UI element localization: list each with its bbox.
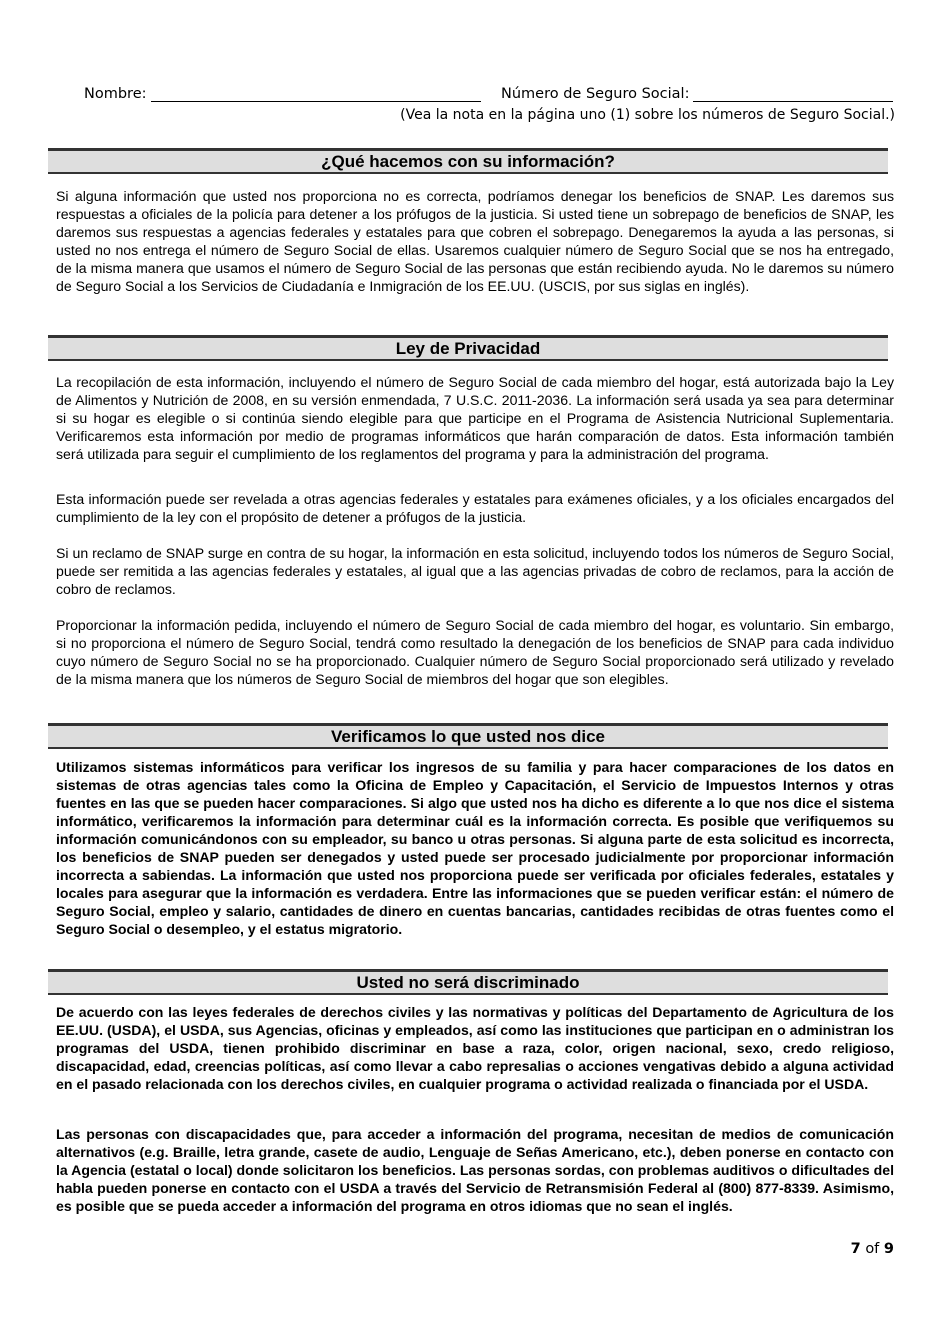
page-number xyxy=(851,1241,894,1257)
name-label: Nombre: xyxy=(84,86,147,102)
page-of: of xyxy=(865,1241,880,1257)
page-total: 9 xyxy=(883,1241,894,1257)
paragraph: Utilizamos sistemas informáticos para verificar los ingresos de su familia y para hacer comparaciones de los datos en sistemas de otras agencias tales como la Oficina de Empleo y Capacitación, el Servicio de Impuestos Internos y otras fuentes en las que se pueden hacer comparaciones. Si algo que usted nos ha dicho es diferente a lo que nos dice el sistema informático, verificaremos la información para determinar cuál es la información correcta. Es posible que verifiquemos su información comunicándonos con su empleador, su banco u otras personas. Si alguna parte de esta solicitud es incorrecta, los beneficios de SNAP pueden ser denegados y usted puede ser procesado judicialmente por proporcionar información incorrecta a sabiendas. La información que usted nos proporciona puede ser verificada por oficiales federales, estatales y locales para asegurar que la información es verdadera. Entre las informaciones que se pueden verificar están: el número de Seguro Social, empleo y salario, cantidades de dinero en cuentas bancarias, cantidades recibidas de otras fuentes como el Seguro Social o desempleo, y el estatus migratorio. xyxy=(56,759,894,937)
ssn-field xyxy=(501,86,893,102)
paragraph: Las personas con discapacidades que, para acceder a información del programa, necesitan de medios de comunicación alternativos (e.g. Braille, letra grande, casete de audio, Lenguaje de Señas Americano, etc.), deben ponerse en contacto con la Agencia (estatal o local) donde solicitaron los beneficios. Las personas sordas, con problemas auditivos o dificultades del habla pueden ponerse en contacto con el USDA a través del Servicio de Retransmisión Federal al (800) 877-8339. Asimismo, es posible que se pueda acceder a información del programa en otros idiomas que no sean el inglés. xyxy=(56,1126,894,1214)
section-header-info-use xyxy=(48,148,888,174)
section-title: Usted no será discriminado xyxy=(356,972,580,992)
section-title: ¿Qué hacemos con su información? xyxy=(321,151,615,171)
name-blank-line[interactable] xyxy=(151,86,481,102)
name-field xyxy=(84,86,481,102)
paragraph: Si alguna información que usted nos proporciona no es correcta, podríamos denegar los beneficios de SNAP. Les daremos sus respuestas a oficiales de la policía para detener a los prófugos de la justicia. Si usted tiene un sobrepago de beneficios de SNAP, les daremos sus respuestas a agencias federales y estatales para que cobren el sobrepago. Denegaremos la ayuda a las personas, si usted no nos entrega el número de Seguro Social de ellas. Usaremos cualquier número de Seguro Social que se nos ha entregado, de la misma manera que usamos el número de Seguro Social de las personas que están recibiendo ayuda. No le daremos su número de Seguro Social a los Servicios de Ciudadanía e Inmigración de los EE.UU. (USCIS, por sus siglas en inglés). xyxy=(56,188,894,294)
header-row xyxy=(84,86,894,106)
section-title: Ley de Privacidad xyxy=(395,338,541,358)
ssn-blank-line[interactable] xyxy=(693,86,893,102)
page-current: 7 xyxy=(850,1241,861,1257)
ssn-note: (Vea la nota en la página uno (1) sobre los números de Seguro Social.) xyxy=(400,107,895,123)
ssn-label: Número de Seguro Social: xyxy=(501,86,690,102)
paragraph: Si un reclamo de SNAP surge en contra de su hogar, la información en esta solicitud, incluyendo todos los números de Seguro Social, puede ser remitida a las agencias federales y estatales, al igual que a las agencias privadas de cobro de reclamos, para la acción de cobro de reclamos. xyxy=(56,545,894,597)
paragraph: Proporcionar la información pedida, incluyendo el número de Seguro Social de cada miembro del hogar, es voluntario. Sin embargo, si no proporciona el número de Seguro Social, tendrá como resultado la denegación de los beneficios de SNAP para cada individuo cuyo número de Seguro Social no se ha proporcionado. Cualquier número de Seguro Social proporcionado será utilizado y revelado de la misma manera que los números de Seguro Social de miembros del hogar que son elegibles. xyxy=(56,617,894,687)
paragraph: Esta información puede ser revelada a otras agencias federales y estatales para exámenes oficiales, y a los oficiales encargados del cumplimiento de la ley con el propósito de detener a prófugos de la justicia. xyxy=(56,491,894,525)
section-title: Verificamos lo que usted nos dice xyxy=(331,726,605,746)
section-header-privacy-act xyxy=(48,335,888,361)
section-header-verification xyxy=(48,723,888,749)
section-header-non-discrimination xyxy=(48,969,888,995)
paragraph: De acuerdo con las leyes federales de derechos civiles y las normativas y políticas del Departamento de Agricultura de los EE.UU. (USDA), el USDA, sus Agencias, oficinas y empleados, así como las instituciones que participan en o administran los programas del USDA, tienen prohibido discriminar en base a raza, color, origen nacional, sexo, credo religioso, discapacidad, edad, creencias políticas, así como llevar a cabo represalias o acciones vengativas debido a alguna actividad en el pasado relacionada con los derechos civiles, en cualquier programa o actividad realizada o financiada por el USDA. xyxy=(56,1004,894,1092)
paragraph: La recopilación de esta información, incluyendo el número de Seguro Social de cada miembro del hogar, está autorizada bajo la Ley de Alimentos y Nutrición de 2008, en su versión enmendada, 7 U.S.C. 2011-2036. La información será usada ya sea para determinar si su hogar es elegible o si continúa siendo elegible para que participe en el Programa de Asistencia Nutricional Suplementaria. Verificaremos esta información por medio de programas informáticos que harán comparación de datos. Esta información también será utilizada para seguir el cumplimiento de los reglamentos del programa y para la administración del programa. xyxy=(56,374,894,462)
